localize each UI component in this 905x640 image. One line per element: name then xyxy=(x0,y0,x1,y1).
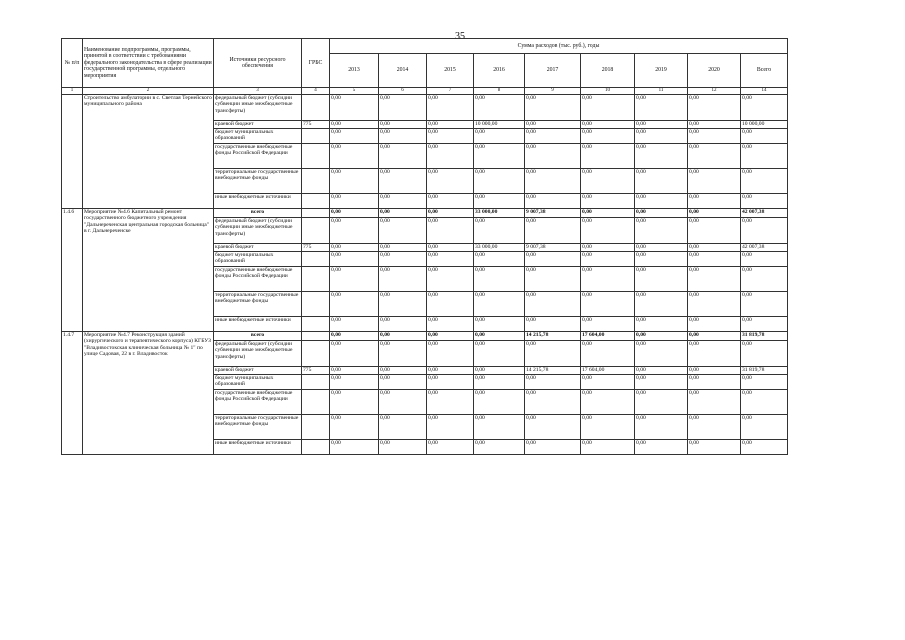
value-cell: 0,00 xyxy=(379,252,427,267)
expenses-table xyxy=(61,38,788,455)
value-cell: 0,00 xyxy=(688,121,741,129)
value-cell: 0,00 xyxy=(635,169,688,194)
bold-value: 0,00 xyxy=(689,332,699,338)
value-cell: 0,00 xyxy=(330,129,379,144)
value-cell: 0,00 xyxy=(525,144,581,169)
value-cell: 0,00 xyxy=(379,121,427,129)
value-cell: 0,00 xyxy=(379,95,427,121)
grbs-cell xyxy=(302,218,330,244)
source-cell: государственные внебюджетные фонды Российской Федерации xyxy=(214,267,302,292)
header-sum: Сумма расходов (тыс. руб.), годы xyxy=(330,39,788,54)
grbs-cell: 775 xyxy=(302,244,330,252)
value-cell: 0,00 xyxy=(427,144,474,169)
source-cell: федеральный бюджет (субсидии субвенции иные межбюджетные трансферты) xyxy=(214,95,302,121)
header-year: Всего xyxy=(741,54,788,88)
value-cell: 0,00 xyxy=(330,367,379,375)
value-cell: 0,00 xyxy=(379,129,427,144)
table-row xyxy=(62,95,788,121)
value-cell: 0,00 xyxy=(688,95,741,121)
grbs-cell xyxy=(302,194,330,209)
section-name: Мероприятие №4.7 Реконструкция зданий (хирургического и терапевтического корпуса) КГБУЗ "Владивостокская клиническая больница № 1" по улице Садовая, 22 в г. Владивосток xyxy=(83,332,214,455)
bold-value: 0,00 xyxy=(380,332,390,338)
value-cell: 0,00 xyxy=(379,292,427,317)
value-cell: 0,00 xyxy=(581,317,635,332)
value-cell: 0,00 xyxy=(330,121,379,129)
grbs-cell xyxy=(302,317,330,332)
value-cell: 0,00 xyxy=(330,317,379,332)
total-row xyxy=(62,209,788,218)
grbs-cell xyxy=(302,144,330,169)
header-source: Источники ресурсного обеспечения xyxy=(214,39,302,88)
value-cell: 0,00 xyxy=(525,440,581,455)
value-cell xyxy=(525,209,581,218)
index-cell: 6 xyxy=(379,88,427,95)
value-cell: 0,00 xyxy=(635,144,688,169)
value-cell: 0,00 xyxy=(330,144,379,169)
value-cell: 0,00 xyxy=(688,169,741,194)
index-cell: 3 xyxy=(214,88,302,95)
value-cell: 0,00 xyxy=(525,375,581,390)
value-cell: 0,00 xyxy=(581,390,635,415)
value-cell: 0,00 xyxy=(688,292,741,317)
index-cell: 10 xyxy=(581,88,635,95)
value-cell: 0,00 xyxy=(581,121,635,129)
value-cell: 0,00 xyxy=(741,440,788,455)
value-cell: 0,00 xyxy=(581,218,635,244)
header-year: 2018 xyxy=(581,54,635,88)
value-cell: 0,00 xyxy=(635,244,688,252)
value-cell: 0,00 xyxy=(581,341,635,367)
value-cell xyxy=(525,332,581,341)
value-cell: 0,00 xyxy=(581,244,635,252)
value-cell: 0,00 xyxy=(474,95,525,121)
bold-value: 33 000,00 xyxy=(475,209,498,215)
value-cell: 0,00 xyxy=(427,267,474,292)
value-cell xyxy=(427,332,474,341)
section-name: Мероприятие №4.6 Капитальный ремонт государственного бюджетного учреждения "Дальнереченская центральная городская больница" в г. Дальнереченске xyxy=(83,209,214,332)
value-cell: 0,00 xyxy=(581,95,635,121)
value-cell: 0,00 xyxy=(635,218,688,244)
value-cell: 0,00 xyxy=(525,267,581,292)
value-cell: 0,00 xyxy=(379,218,427,244)
value-cell: 0,00 xyxy=(635,129,688,144)
value-cell xyxy=(474,209,525,218)
value-cell: 0,00 xyxy=(741,341,788,367)
value-cell: 0,00 xyxy=(427,129,474,144)
grbs-cell xyxy=(302,440,330,455)
value-cell: 0,00 xyxy=(330,341,379,367)
value-cell: 0,00 xyxy=(635,390,688,415)
value-cell xyxy=(330,209,379,218)
value-cell: 0,00 xyxy=(379,375,427,390)
bold-value: всего xyxy=(250,332,265,338)
value-cell: 0,00 xyxy=(330,252,379,267)
value-cell: 0,00 xyxy=(474,317,525,332)
bold-value: 0,00 xyxy=(331,209,341,215)
value-cell xyxy=(741,332,788,341)
bold-value: 9 007,38 xyxy=(526,209,546,215)
value-cell: 0,00 xyxy=(688,252,741,267)
header-year: 2017 xyxy=(525,54,581,88)
value-cell: 10 000,00 xyxy=(474,121,525,129)
value-cell: 0,00 xyxy=(379,194,427,209)
value-cell: 0,00 xyxy=(330,244,379,252)
value-cell: 0,00 xyxy=(330,218,379,244)
bold-value: 0,00 xyxy=(428,332,438,338)
source-cell: государственные внебюджетные фонды Российской Федерации xyxy=(214,390,302,415)
value-cell: 0,00 xyxy=(635,440,688,455)
value-cell: 0,00 xyxy=(741,169,788,194)
value-cell: 0,00 xyxy=(635,317,688,332)
index-cell: 9 xyxy=(525,88,581,95)
value-cell: 0,00 xyxy=(330,267,379,292)
index-cell: 7 xyxy=(427,88,474,95)
bold-value: 0,00 xyxy=(380,209,390,215)
value-cell: 0,00 xyxy=(741,218,788,244)
value-cell: 0,00 xyxy=(741,129,788,144)
value-cell: 0,00 xyxy=(427,244,474,252)
value-cell: 0,00 xyxy=(635,194,688,209)
value-cell: 0,00 xyxy=(474,292,525,317)
value-cell: 0,00 xyxy=(581,144,635,169)
value-cell: 0,00 xyxy=(330,194,379,209)
value-cell: 0,00 xyxy=(379,317,427,332)
value-cell: 0,00 xyxy=(427,194,474,209)
section-name: Строительство амбулатории в с. Светлая Тернейского муниципального района xyxy=(83,95,214,209)
value-cell: 0,00 xyxy=(741,415,788,440)
section-num: 1.4.7 xyxy=(62,332,83,455)
value-cell xyxy=(688,332,741,341)
value-cell: 0,00 xyxy=(581,440,635,455)
value-cell xyxy=(379,209,427,218)
index-cell: 14 xyxy=(741,88,788,95)
bold-value: 31 819,78 xyxy=(742,332,765,338)
bold-value: 42 007,38 xyxy=(742,209,765,215)
value-cell: 0,00 xyxy=(474,169,525,194)
value-cell: 0,00 xyxy=(581,194,635,209)
header-year: 2013 xyxy=(330,54,379,88)
header-year: 2015 xyxy=(427,54,474,88)
value-cell: 0,00 xyxy=(688,415,741,440)
grbs-cell xyxy=(302,252,330,267)
value-cell: 0,00 xyxy=(688,144,741,169)
bold-value: 17 604,00 xyxy=(582,332,605,338)
value-cell: 0,00 xyxy=(525,218,581,244)
value-cell: 0,00 xyxy=(474,390,525,415)
value-cell: 0,00 xyxy=(427,375,474,390)
section-num: 1.4.6 xyxy=(62,209,83,332)
grbs-cell xyxy=(302,292,330,317)
header-row xyxy=(62,39,788,54)
grbs-cell xyxy=(302,375,330,390)
value-cell: 0,00 xyxy=(379,267,427,292)
table-body xyxy=(62,39,788,455)
value-cell: 0,00 xyxy=(330,440,379,455)
value-cell: 0,00 xyxy=(741,267,788,292)
value-cell: 0,00 xyxy=(474,440,525,455)
value-cell: 0,00 xyxy=(741,144,788,169)
grbs-cell: 775 xyxy=(302,367,330,375)
value-cell: 14 215,78 xyxy=(525,367,581,375)
source-cell: территориальные государственные внебюджетные фонды xyxy=(214,292,302,317)
grbs-cell xyxy=(302,341,330,367)
header-year: 2014 xyxy=(379,54,427,88)
value-cell: 0,00 xyxy=(427,169,474,194)
value-cell xyxy=(635,209,688,218)
value-cell: 0,00 xyxy=(581,375,635,390)
source-cell: бюджет муниципальных образований xyxy=(214,252,302,267)
value-cell: 0,00 xyxy=(688,317,741,332)
value-cell: 0,00 xyxy=(474,194,525,209)
value-cell: 0,00 xyxy=(330,95,379,121)
value-cell: 0,00 xyxy=(474,367,525,375)
value-cell: 0,00 xyxy=(474,375,525,390)
value-cell: 0,00 xyxy=(581,252,635,267)
value-cell: 0,00 xyxy=(525,341,581,367)
index-cell: 11 xyxy=(635,88,688,95)
value-cell: 17 604,00 xyxy=(581,367,635,375)
header-year: 2016 xyxy=(474,54,525,88)
value-cell: 0,00 xyxy=(635,267,688,292)
source-cell: краевой бюджет xyxy=(214,244,302,252)
section-num xyxy=(62,95,83,209)
header-name: Наименование подпрограммы, программы, принятой в соответствии с требованиями федерального законодательства в сфере реализации государственной программы, отдельного мероприятия xyxy=(83,39,214,88)
value-cell: 0,00 xyxy=(427,390,474,415)
value-cell: 0,00 xyxy=(688,367,741,375)
value-cell: 0,00 xyxy=(688,440,741,455)
value-cell: 0,00 xyxy=(427,415,474,440)
source-cell: бюджет муниципальных образований xyxy=(214,375,302,390)
bold-value: 0,00 xyxy=(475,332,485,338)
index-cell: 12 xyxy=(688,88,741,95)
grbs-cell xyxy=(302,169,330,194)
bold-value: 14 215,78 xyxy=(526,332,549,338)
value-cell: 0,00 xyxy=(427,292,474,317)
value-cell: 0,00 xyxy=(379,341,427,367)
value-cell: 0,00 xyxy=(741,252,788,267)
source-cell: иные внебюджетные источники xyxy=(214,194,302,209)
grbs-cell xyxy=(302,209,330,218)
value-cell xyxy=(688,209,741,218)
bold-value: 0,00 xyxy=(636,332,646,338)
bold-value: всего xyxy=(250,209,265,215)
value-cell: 0,00 xyxy=(525,194,581,209)
header-year: 2020 xyxy=(688,54,741,88)
value-cell: 0,00 xyxy=(525,169,581,194)
value-cell: 0,00 xyxy=(379,244,427,252)
source-cell xyxy=(214,332,302,341)
value-cell xyxy=(330,332,379,341)
value-cell: 0,00 xyxy=(635,95,688,121)
value-cell: 0,00 xyxy=(635,341,688,367)
value-cell: 0,00 xyxy=(581,267,635,292)
header-year: 2019 xyxy=(635,54,688,88)
source-cell: федеральный бюджет (субсидии субвенции иные межбюджетные трансферты) xyxy=(214,341,302,367)
value-cell: 0,00 xyxy=(635,121,688,129)
grbs-cell: 775 xyxy=(302,121,330,129)
value-cell: 0,00 xyxy=(525,317,581,332)
index-cell: 1 xyxy=(62,88,83,95)
value-cell: 0,00 xyxy=(474,144,525,169)
value-cell: 0,00 xyxy=(379,144,427,169)
value-cell: 0,00 xyxy=(427,95,474,121)
grbs-cell xyxy=(302,332,330,341)
value-cell: 0,00 xyxy=(330,292,379,317)
source-cell: краевой бюджет xyxy=(214,367,302,375)
value-cell: 0,00 xyxy=(635,252,688,267)
value-cell: 0,00 xyxy=(688,375,741,390)
value-cell: 0,00 xyxy=(635,367,688,375)
source-cell: бюджет муниципальных образований xyxy=(214,129,302,144)
value-cell: 0,00 xyxy=(635,292,688,317)
index-cell: 2 xyxy=(83,88,214,95)
value-cell xyxy=(635,332,688,341)
value-cell xyxy=(581,209,635,218)
index-row xyxy=(62,88,788,95)
total-row xyxy=(62,332,788,341)
grbs-cell xyxy=(302,129,330,144)
grbs-cell xyxy=(302,390,330,415)
value-cell: 0,00 xyxy=(525,129,581,144)
value-cell: 0,00 xyxy=(688,194,741,209)
index-cell: 8 xyxy=(474,88,525,95)
value-cell: 0,00 xyxy=(741,390,788,415)
index-cell: 5 xyxy=(330,88,379,95)
value-cell: 0,00 xyxy=(688,390,741,415)
value-cell: 0,00 xyxy=(474,129,525,144)
value-cell: 0,00 xyxy=(581,169,635,194)
value-cell: 0,00 xyxy=(427,121,474,129)
index-cell: 4 xyxy=(302,88,330,95)
bold-value: 0,00 xyxy=(689,209,699,215)
value-cell: 0,00 xyxy=(688,218,741,244)
value-cell: 0,00 xyxy=(688,341,741,367)
value-cell xyxy=(581,332,635,341)
value-cell: 0,00 xyxy=(427,367,474,375)
bold-value: 0,00 xyxy=(636,209,646,215)
source-cell: государственные внебюджетные фонды Российской Федерации xyxy=(214,144,302,169)
source-cell xyxy=(214,209,302,218)
value-cell: 0,00 xyxy=(525,390,581,415)
grbs-cell xyxy=(302,267,330,292)
value-cell: 0,00 xyxy=(741,292,788,317)
source-cell: краевой бюджет xyxy=(214,121,302,129)
value-cell: 0,00 xyxy=(741,375,788,390)
value-cell: 0,00 xyxy=(330,390,379,415)
value-cell: 0,00 xyxy=(379,169,427,194)
value-cell: 0,00 xyxy=(379,390,427,415)
value-cell: 0,00 xyxy=(474,252,525,267)
value-cell: 0,00 xyxy=(525,121,581,129)
source-cell: территориальные государственные внебюджетные фонды xyxy=(214,415,302,440)
value-cell: 0,00 xyxy=(427,341,474,367)
value-cell: 0,00 xyxy=(474,218,525,244)
value-cell: 0,00 xyxy=(379,367,427,375)
value-cell: 0,00 xyxy=(427,440,474,455)
value-cell: 0,00 xyxy=(330,169,379,194)
value-cell: 0,00 xyxy=(474,415,525,440)
value-cell xyxy=(741,209,788,218)
value-cell: 0,00 xyxy=(525,415,581,440)
source-cell: иные внебюджетные источники xyxy=(214,440,302,455)
value-cell: 0,00 xyxy=(525,252,581,267)
value-cell xyxy=(379,332,427,341)
value-cell: 0,00 xyxy=(525,292,581,317)
grbs-cell xyxy=(302,95,330,121)
value-cell xyxy=(427,209,474,218)
source-cell: федеральный бюджет (субсидии субвенции иные межбюджетные трансферты) xyxy=(214,218,302,244)
bold-value: 0,00 xyxy=(582,209,592,215)
source-cell: территориальные государственные внебюджетные фонды xyxy=(214,169,302,194)
value-cell: 0,00 xyxy=(741,95,788,121)
value-cell: 9 007,38 xyxy=(525,244,581,252)
value-cell: 0,00 xyxy=(688,129,741,144)
value-cell: 0,00 xyxy=(427,252,474,267)
value-cell: 0,00 xyxy=(379,415,427,440)
value-cell: 31 819,78 xyxy=(741,367,788,375)
value-cell: 0,00 xyxy=(379,440,427,455)
bold-value: 0,00 xyxy=(331,332,341,338)
value-cell: 0,00 xyxy=(688,267,741,292)
value-cell: 0,00 xyxy=(688,244,741,252)
header-grbs: ГРБС xyxy=(302,39,330,88)
value-cell: 0,00 xyxy=(635,415,688,440)
source-cell: иные внебюджетные источники xyxy=(214,317,302,332)
value-cell: 0,00 xyxy=(474,267,525,292)
value-cell: 0,00 xyxy=(474,341,525,367)
value-cell: 0,00 xyxy=(741,317,788,332)
value-cell: 33 000,00 xyxy=(474,244,525,252)
value-cell: 0,00 xyxy=(427,218,474,244)
grbs-cell xyxy=(302,415,330,440)
value-cell: 0,00 xyxy=(330,375,379,390)
value-cell: 10 000,00 xyxy=(741,121,788,129)
value-cell: 0,00 xyxy=(581,415,635,440)
value-cell: 0,00 xyxy=(635,375,688,390)
header-num: № п/п xyxy=(62,39,83,88)
value-cell: 0,00 xyxy=(427,317,474,332)
value-cell: 0,00 xyxy=(525,95,581,121)
bold-value: 0,00 xyxy=(428,209,438,215)
value-cell: 0,00 xyxy=(581,292,635,317)
value-cell: 0,00 xyxy=(581,129,635,144)
value-cell: 0,00 xyxy=(330,415,379,440)
page-number: 35 xyxy=(455,31,465,42)
value-cell: 0,00 xyxy=(741,194,788,209)
value-cell xyxy=(474,332,525,341)
value-cell: 42 007,38 xyxy=(741,244,788,252)
